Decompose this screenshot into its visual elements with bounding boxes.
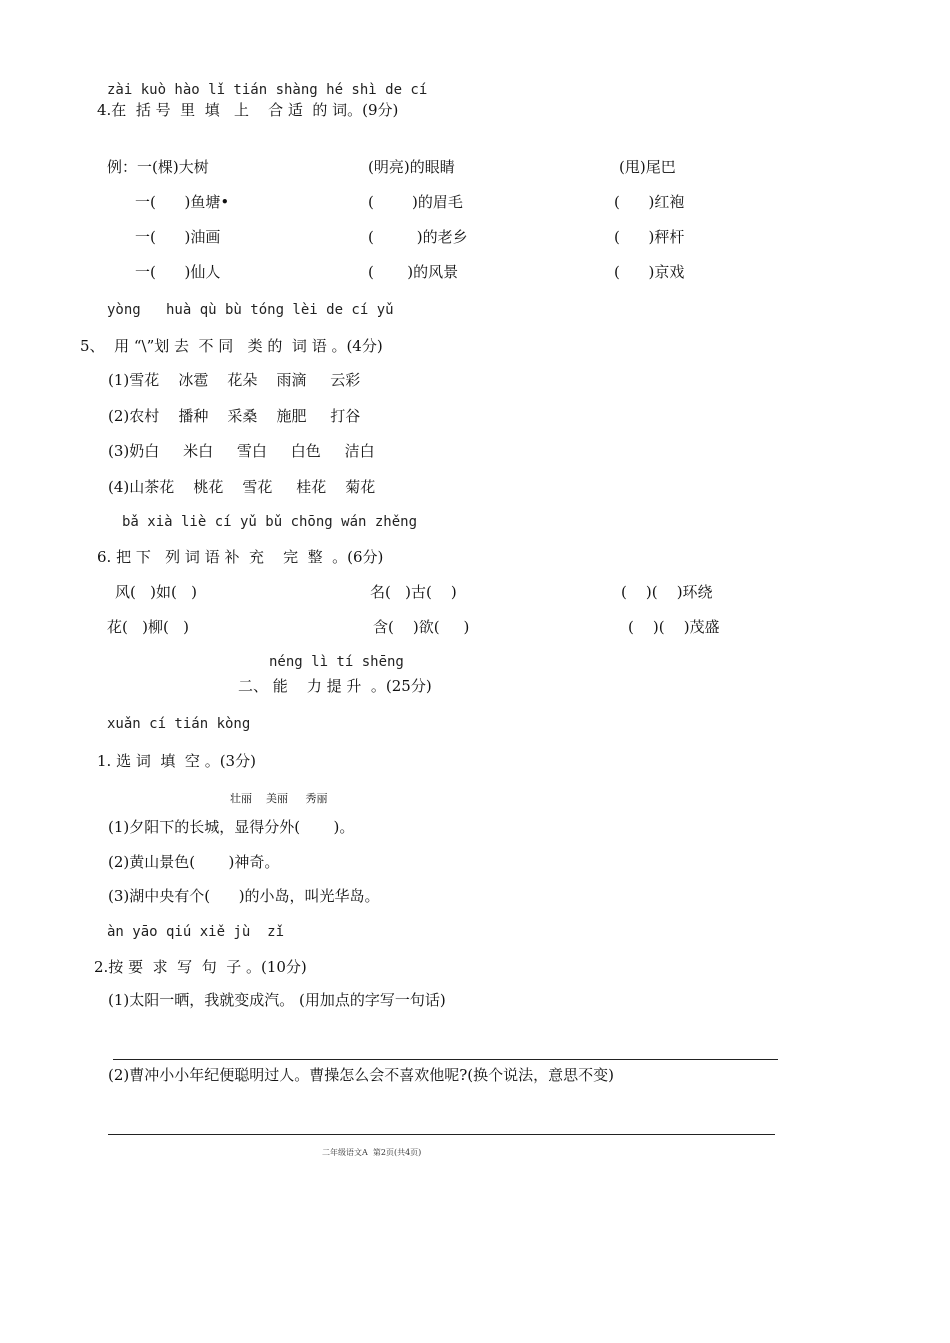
page-footer: 二年级语文A 第2页(共4页) xyxy=(322,1148,422,1157)
q5-item: (3)奶白 米白 雪白 白色 洁白 xyxy=(108,442,375,460)
q4-example-1: 例：一(棵)大树 xyxy=(107,158,209,176)
s2q2-pinyin: àn yāo qiú xiě jù zǐ xyxy=(107,924,285,940)
s2q1-title: 1. 选 词 填 空 。(3分) xyxy=(97,752,256,770)
q6-blank: ( )( )茂盛 xyxy=(628,618,720,636)
q4-example-2: (明亮)的眼睛 xyxy=(368,158,455,176)
q4-blank: ( )京戏 xyxy=(614,263,685,281)
s2q1-item: (3)湖中央有个( )的小岛，叫光华岛。 xyxy=(108,887,380,905)
q4-blank: 一( )仙人 xyxy=(135,263,221,281)
s2q1-item: (2)黄山景色( )神奇。 xyxy=(108,853,280,871)
answer-line xyxy=(108,1134,775,1135)
q6-blank: 风( )如( ) xyxy=(115,583,198,601)
s2q1-pinyin: xuǎn cí tián kòng xyxy=(107,716,251,732)
q5-item: (2)农村 播种 采桑 施肥 打谷 xyxy=(108,407,361,425)
q4-blank: 一( )油画 xyxy=(135,228,221,246)
s2q1-word-options: 壮丽 美丽 秀丽 xyxy=(230,792,328,805)
s2q2-title: 2.按 要 求 写 句 子 。(10分) xyxy=(94,958,307,976)
q4-blank: ( )红袍 xyxy=(614,193,685,211)
q4-title: 4.在 括 号 里 填 上 合 适 的 词。(9分) xyxy=(97,101,399,119)
q6-pinyin: bǎ xià liè cí yǔ bǔ chōng wán zhěng xyxy=(122,514,418,530)
q5-item: (1)雪花 冰雹 花朵 雨滴 云彩 xyxy=(108,371,361,389)
q4-blank: ( )秤杆 xyxy=(614,228,685,246)
q6-title: 6. 把 下 列 词 语 补 充 完 整 。(6分) xyxy=(97,548,384,566)
answer-line xyxy=(113,1059,778,1060)
q4-example-3: (甩)尾巴 xyxy=(619,158,676,176)
q5-pinyin: yòng huà qù bù tóng lèi de cí yǔ xyxy=(107,302,394,318)
q4-blank: ( )的眉毛 xyxy=(368,193,463,211)
q6-blank: ( )( )环绕 xyxy=(621,583,713,601)
q5-item: (4)山茶花 桃花 雪花 桂花 菊花 xyxy=(108,478,376,496)
section2-pinyin: néng lì tí shēng xyxy=(269,654,404,670)
q5-title: 5、 用 “\”划 去 不 同 类 的 词 语 。(4分) xyxy=(80,337,383,355)
q4-blank: 一( )鱼塘• xyxy=(135,193,230,211)
s2q2-item-2: (2)曹冲小小年纪便聪明过人。曹操怎么会不喜欢他呢?(换个说法，意思不变) xyxy=(108,1066,614,1084)
s2q2-item-1: (1)太阳一晒，我就变成汽。 (用加点的字写一句话) xyxy=(108,991,446,1009)
q4-pinyin: zài kuò hào lǐ tián shàng hé shì de cí xyxy=(107,82,428,98)
q6-blank: 名( )古( ) xyxy=(370,583,457,601)
q6-blank: 含( )欲( ) xyxy=(373,618,470,636)
q4-blank: ( )的老乡 xyxy=(368,228,468,246)
q6-blank: 花( )柳( ) xyxy=(107,618,190,636)
s2q1-item: (1)夕阳下的长城，显得分外( )。 xyxy=(108,818,355,836)
section2-title: 二、 能 力 提 升 。(25分) xyxy=(238,677,432,695)
q4-blank: ( )的风景 xyxy=(368,263,459,281)
